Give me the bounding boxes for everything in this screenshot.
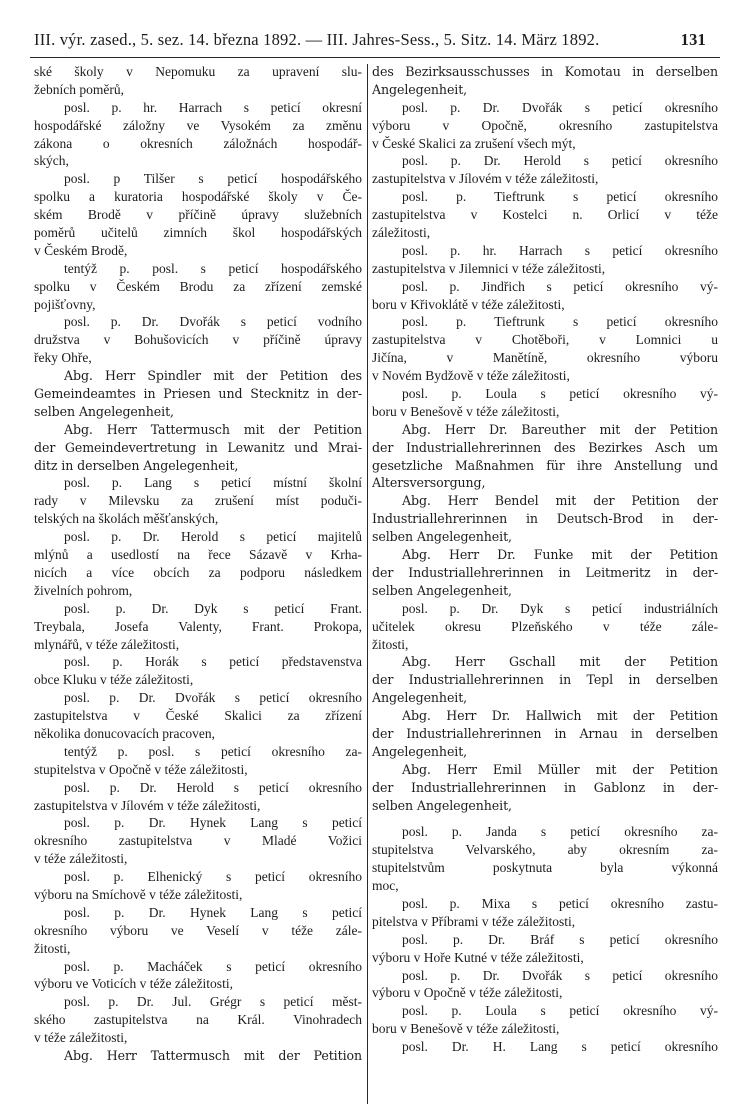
text-line: posl. p. Dr. Hynek Lang s peticí — [64, 815, 362, 831]
text-line: posl. p. Dr. Jul. Grégr s peticí měst- — [64, 994, 362, 1010]
text-line: posl. p. Dr. Herold s peticí okresního — [64, 779, 362, 795]
text-line: zastupitelstva v Jílovém v téže záležitosti, — [34, 797, 261, 813]
text-line: žebních poměrů, — [34, 81, 124, 97]
text-line: Angelegenheit, — [372, 81, 468, 97]
text-line — [372, 814, 718, 823]
text-line: posl. p. Lang s peticí místní školní — [64, 475, 362, 491]
text-line: posl. p. hr. Harrach s peticí okresní — [64, 99, 362, 115]
text-line: posl. p. Dr. Dvořák s peticí okresního — [402, 99, 718, 115]
text-line: Angelegenheit, — [372, 690, 468, 706]
text-line: posl. p. Tieftrunk s peticí okresního — [402, 314, 718, 330]
text-line: spolku v Českém Brodu za zřízení zemské — [34, 278, 362, 294]
text-line: der Industriallehrerinnen des Bezirkes Asch um — [372, 439, 718, 455]
text-line: posl. p. Dr. Dvořák s peticí okresního — [402, 967, 718, 983]
text-line: moc, — [372, 878, 399, 894]
text-line: ského zastupitelstva na Král. Vinohradech — [34, 1012, 362, 1028]
text-line: posl. p. hr. Harrach s peticí okresního — [402, 242, 718, 258]
left-column — [34, 63, 362, 1103]
text-line: boru v Křivoklátě v téže záležitosti, — [372, 296, 565, 312]
text-line: pojišťovny, — [34, 296, 96, 312]
text-line: tentýž p. posl. s peticí okresního za- — [64, 743, 362, 759]
text-line: v Novém Bydžově v téže záležitosti, — [372, 368, 570, 384]
text-line: nicích a více obcích za podporu následkem — [34, 564, 362, 580]
text-line: selben Angelegenheit, — [372, 797, 512, 813]
text-line: der Industriallehrerinnen in Leitmeritz in der- — [372, 564, 718, 580]
text-line: spolku a kuratoria hospodářské školy v Če- — [34, 189, 362, 205]
text-line: posl. p. Elhenický s peticí okresního — [64, 869, 362, 885]
text-line: Jičína, v Manětíně, okresního výboru — [372, 350, 718, 366]
text-line: výboru v Opočně, okresního zastupitelstva — [372, 117, 718, 133]
text-line: Abg. Herr Emil Müller mit der Petition — [402, 761, 718, 777]
text-line: Abg. Herr Dr. Funke mit der Petition — [402, 547, 718, 563]
text-line: der Industriallehrerinnen in Arnau in derselben — [372, 725, 718, 741]
text-line: Altersversorgung, — [372, 475, 486, 491]
text-line: pitelstva v Příbrami v téže záležitosti, — [372, 913, 576, 929]
text-line: boru v Benešově v téže záležitosti, — [372, 1021, 560, 1037]
header-title: III. výr. zased., 5. sez. 14. března 1892. — III. Jahres-Sess., 5. Sitz. 14. März 1892. — [34, 30, 600, 49]
text-line: mlýnů a usedlostí na řece Sázavě v Krha- — [34, 547, 362, 563]
text-line: posl. p. Dr. Herold s peticí majitelů — [64, 529, 362, 545]
text-line: záležitosti, — [372, 225, 431, 241]
text-line: v téže záležitosti, — [34, 1030, 128, 1046]
text-line: selben Angelegenheit, — [372, 582, 512, 598]
text-line: tentýž p. posl. s peticí hospodářského — [64, 260, 362, 276]
text-line: hospodářské záložny ve Vysokém za změnu — [34, 117, 362, 133]
text-line: posl. p. Loula s peticí okresního vý- — [402, 1003, 718, 1019]
text-line: gesetzliche Maßnahmen für ihre Anstellung und — [372, 457, 718, 473]
text-line: řeky Ohře, — [34, 350, 92, 366]
text-line: poměrů učitelů zimních škol hospodářských — [34, 225, 362, 241]
text-line: Industriallehrerinnen in Deutsch-Brod in der- — [372, 511, 718, 527]
text-line: Abg. Herr Bendel mit der Petition der — [402, 493, 718, 509]
text-line: ditz in derselben Angelegenheit, — [34, 457, 239, 473]
text-line: výboru na Smíchově v téže záležitosti, — [34, 886, 243, 902]
text-line: selben Angelegenheit, — [372, 529, 512, 545]
text-line: několika donucovacích pracoven, — [34, 725, 216, 741]
text-line: stupitelstva v Opočně v téže záležitosti, — [34, 761, 248, 777]
text-line: ské školy v Nepomuku za upravení slu- — [34, 64, 362, 79]
text-line: okresního výboru ve Veselí v téže zále- — [34, 922, 362, 938]
text-line: žitosti, — [372, 636, 409, 652]
text-line: posl. p. Dr. Dyk s peticí industriálních — [402, 600, 718, 616]
text-line: der Industriallehrerinnen in Gablonz in der- — [372, 779, 718, 795]
text-line: der Industriallehrerinnen in Tepl in derselben — [372, 672, 718, 688]
text-line: Abg. Herr Gschall mit der Petition — [402, 654, 718, 670]
text-line: v téže záležitosti, — [34, 851, 128, 867]
text-line: posl. p. Dr. Bráf s peticí okresního — [402, 931, 718, 947]
text-line: Angelegenheit, — [372, 743, 468, 759]
text-line: v Českém Brodě, — [34, 242, 128, 258]
text-line: zastupitelstva v Jílovém v téže záležitosti, — [372, 171, 599, 187]
text-line: posl. p. Tieftrunk s peticí okresního — [402, 189, 718, 205]
text-line: Abg. Herr Spindler mit der Petition des — [64, 368, 362, 384]
text-line: zastupitelstva v Chotěboři, v Lomnici u — [372, 332, 718, 348]
text-line: posl. p. Dr. Dvořák s peticí vodního — [64, 314, 362, 330]
text-line: výboru v Hoře Kutné v téže záležitosti, — [372, 949, 584, 965]
text-line: posl. p. Horák s peticí představenstva — [64, 654, 362, 670]
text-line: rady v Milevsku za zrušení míst poduči- — [34, 493, 362, 509]
text-line: Gemeindeamtes in Priesen und Stecknitz in der- — [34, 386, 362, 402]
text-line: posl. p. Janda s peticí okresního za- — [402, 824, 718, 840]
right-column — [372, 63, 718, 1103]
text-line: ských, — [34, 153, 69, 169]
text-line: posl. p Tilšer s peticí hospodářského — [64, 171, 362, 187]
text-line: výboru v Opočně v téže záležitosti, — [372, 985, 563, 1001]
text-line: posl. Dr. H. Lang s peticí okresního — [402, 1039, 718, 1055]
text-line: posl. p. Jindřich s peticí okresního vý- — [402, 278, 718, 294]
text-line: posl. p. Loula s peticí okresního vý- — [402, 386, 718, 402]
text-line: posl. p. Mixa s peticí okresního zastu- — [402, 895, 718, 911]
text-line: výboru ve Voticích v téže záležitosti, — [34, 976, 233, 992]
text-line: Abg. Herr Tattermusch mit der Petition — [64, 1047, 362, 1063]
text-line: selben Angelegenheit, — [34, 403, 174, 419]
text-line: Treybala, Josefa Valenty, Frant. Prokopa, — [34, 618, 362, 634]
text-line: posl. p. Macháček s peticí okresního — [64, 958, 362, 974]
text-line: zastupitelstva v Jilemnici v téže záležitosti, — [372, 260, 606, 276]
column-divider — [367, 64, 368, 1104]
text-line: Abg. Herr Tattermusch mit der Petition — [64, 421, 362, 437]
header-rule — [30, 57, 720, 58]
text-line: v České Skalici za zrušení všech mýt, — [372, 135, 576, 151]
text-line: učitelek okresu Plzeňského v téže zále- — [372, 618, 718, 634]
text-line: Abg. Herr Dr. Bareuther mit der Petition — [402, 421, 718, 437]
text-line: posl. p. Dr. Dyk s peticí Frant. — [64, 600, 362, 616]
text-line: stupitelstvům poskytnuta byla výkonná — [372, 860, 718, 876]
text-line: Abg. Herr Dr. Hallwich mit der Petition — [402, 708, 718, 724]
text-line: zastupitelstva v Kostelci n. Orlicí v téže — [372, 207, 718, 223]
text-line: mlynářů, v téže záležitosti, — [34, 636, 180, 652]
text-line: zastupitelstva v České Skalici za zřízení — [34, 708, 362, 724]
text-line: posl. p. Dr. Dvořák s peticí okresního — [64, 690, 362, 706]
text-line: telských na školách měšťanských, — [34, 511, 219, 527]
text-line: des Bezirksausschusses in Komotau in derselben — [372, 64, 718, 79]
text-line: zákona o okresních záložnách hospodář- — [34, 135, 362, 151]
text-line: posl. p. Dr. Hynek Lang s peticí — [64, 904, 362, 920]
text-line: stupitelstva Velvarského, aby okresním za- — [372, 842, 718, 858]
text-line: obce Kluku v téže záležitosti, — [34, 672, 194, 688]
text-line: posl. p. Dr. Herold s peticí okresního — [402, 153, 718, 169]
text-line: ském Brodě v příčině úpravy služebních — [34, 207, 362, 223]
text-line: okresního zastupitelstva v Mladé Vožici — [34, 833, 362, 849]
running-header — [34, 30, 714, 56]
page-number: 131 — [680, 30, 706, 49]
text-line: živelních pohrom, — [34, 582, 133, 598]
text-line: žitosti, — [34, 940, 71, 956]
text-line: družstva v Bohušovicích v příčině úpravy — [34, 332, 362, 348]
text-line: boru v Benešově v téže záležitosti, — [372, 403, 560, 419]
text-line: der Gemeindevertretung in Lewanitz und Mrai- — [34, 439, 362, 455]
